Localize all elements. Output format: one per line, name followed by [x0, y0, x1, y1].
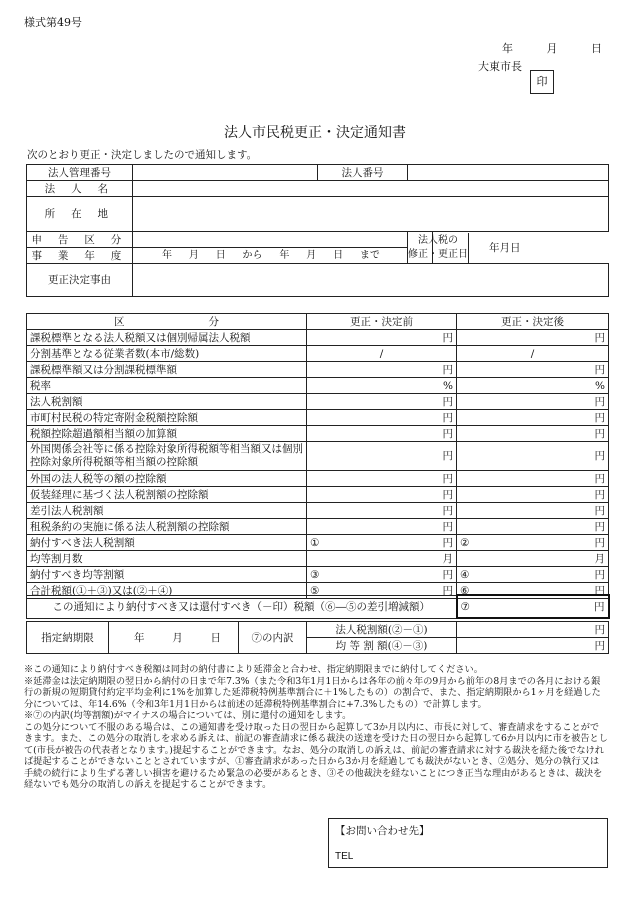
- row-value-before[interactable]: [307, 330, 457, 346]
- row-unit: 円: [442, 472, 453, 485]
- row-unit: 円: [594, 536, 605, 549]
- note-item: この処分について不服のある場合は、この通知書を受け取った日の翌日から起算して3か月以内に、市長に対して、審査請求をすることができます。また、この処分の取消しを求める訴えは、前記の審査請求に係る裁決の送達を受けた日の翌日から起算して6か月以内に市を被告として(市長が被告の代表者となります。)提起することができます。なお、処分の取消しの訴えは、前記の審査請求に対する裁決を経た後でなければ提起することができないこととされていますが、①審査請求があった日から3か月を経過しても裁決がないとき、②処分、処分の執行又は手続の続行により生ずる著しい損害を避けるため緊急の必要があるとき、③その他裁決を経ないことにつき正当な理由があるときは、裁決を経ないでも処分の取消しの訴えを提起することができます。: [24, 721, 608, 790]
- row-unit: 円: [594, 504, 605, 517]
- table-row: [27, 378, 609, 394]
- row-unit: 円: [442, 488, 453, 501]
- deadline-table: [26, 621, 609, 654]
- row-marker: ①: [310, 536, 320, 549]
- table-row: [27, 442, 609, 471]
- row-label: 課税標準額又は分割課税標準額: [27, 362, 307, 378]
- table-row: [27, 519, 609, 535]
- row-marker: ②: [460, 536, 470, 549]
- row-label: 差引法人税割額: [27, 503, 307, 519]
- row-value-after[interactable]: [457, 330, 609, 346]
- row-value-before[interactable]: [307, 535, 457, 551]
- reason-label: 更正決定事由: [27, 264, 133, 297]
- revision-date-cell: [408, 232, 521, 264]
- col-before: 更正・決定前: [307, 314, 457, 330]
- reason-value[interactable]: [133, 264, 609, 297]
- form-number: 様式第49号: [24, 16, 82, 29]
- deadline-date[interactable]: 年 月 日: [109, 622, 239, 654]
- row-unit: 円: [442, 427, 453, 440]
- corp-mgmt-no-label: 法人管理番号: [27, 165, 133, 181]
- row-value-after[interactable]: [457, 394, 609, 410]
- row-value-before[interactable]: [307, 426, 457, 442]
- row-unit: 円: [594, 488, 605, 501]
- row-unit: 円: [442, 584, 453, 597]
- row-unit: 円: [594, 568, 605, 581]
- address-value[interactable]: [133, 197, 609, 232]
- row-value-before[interactable]: [307, 567, 457, 583]
- row-value-after[interactable]: [457, 426, 609, 442]
- breakdown-per-capita-value[interactable]: 円: [457, 638, 609, 654]
- row-label: 納付すべき均等割額: [27, 567, 307, 583]
- breakdown-label: ⑦の内訳: [239, 622, 307, 654]
- row-value-before[interactable]: [307, 551, 457, 567]
- table-row: [27, 362, 609, 378]
- row-label: 市町村民税の特定寄附金税額控除額: [27, 410, 307, 426]
- row-value-before[interactable]: [307, 487, 457, 503]
- table-row: [27, 394, 609, 410]
- row-value-before[interactable]: [307, 378, 457, 394]
- row-unit: 円: [442, 536, 453, 549]
- row-unit: 円: [442, 331, 453, 344]
- balance-value[interactable]: ⑦ 円: [457, 595, 609, 618]
- revision-date-label: 法人税の 修正・更正日: [408, 233, 469, 263]
- row-unit: 円: [442, 504, 453, 517]
- notes-section: [24, 664, 608, 791]
- row-value-before[interactable]: [307, 394, 457, 410]
- row-unit: 円: [594, 331, 605, 344]
- address-label: 所 在 地: [27, 197, 133, 232]
- row-unit: 円: [442, 568, 453, 581]
- table-row: [27, 503, 609, 519]
- table-row: [27, 346, 609, 362]
- row-label: 合計税額(①＋③)又は(②＋④): [27, 583, 307, 599]
- row-value-before[interactable]: [307, 362, 457, 378]
- row-unit: 円: [442, 395, 453, 408]
- issuer-name: 大東市長: [478, 60, 522, 73]
- row-value-before[interactable]: [307, 346, 457, 362]
- row-unit: 円: [442, 450, 453, 462]
- row-unit: /: [379, 347, 384, 360]
- tax-amount-table: [26, 313, 609, 599]
- fiscal-year-label: 事 業 年 度: [27, 248, 133, 264]
- row-unit: 円: [594, 450, 605, 462]
- corporation-info-table: [26, 164, 609, 297]
- row-value-after[interactable]: [457, 346, 609, 362]
- contact-box: [328, 818, 608, 868]
- row-label: 税額控除超過額相当額の加算額: [27, 426, 307, 442]
- row-marker: ⑤: [310, 584, 320, 597]
- table-row: [27, 567, 609, 583]
- row-value-before[interactable]: [307, 442, 457, 471]
- row-unit: 円: [594, 584, 605, 597]
- row-unit: %: [443, 379, 453, 392]
- row-marker: ⑥: [460, 584, 470, 597]
- table-row: [27, 330, 609, 346]
- fiscal-year-value[interactable]: 年 月 日 から 年 月 日 まで: [133, 248, 408, 264]
- table-row: [27, 471, 609, 487]
- row-value-after[interactable]: [457, 471, 609, 487]
- intro-text: 次のとおり更正・決定しましたので通知します。: [27, 149, 258, 161]
- row-value-after[interactable]: [457, 503, 609, 519]
- row-marker: ④: [460, 568, 470, 581]
- row-unit: 円: [594, 427, 605, 440]
- note-item: ※この通知により納付すべき税額は同封の納付書により延滞金と合わせ、指定納期限までに納付してください。: [24, 664, 483, 675]
- row-label: 租税条約の実施に係る法人税割額の控除額: [27, 519, 307, 535]
- row-unit: 円: [594, 411, 605, 424]
- row-value-after[interactable]: [457, 519, 609, 535]
- row-unit: 円: [594, 363, 605, 376]
- row-label: 税率: [27, 378, 307, 394]
- row-unit: 月: [442, 552, 453, 565]
- revision-date-value[interactable]: 年 月 日: [489, 241, 521, 254]
- table-row: [27, 535, 609, 551]
- col-category: 区 分: [27, 314, 307, 330]
- row-value-before[interactable]: [307, 503, 457, 519]
- seal-box: 印: [530, 70, 554, 94]
- row-value-before[interactable]: [307, 471, 457, 487]
- row-value-after[interactable]: [457, 551, 609, 567]
- row-value-after[interactable]: [457, 378, 609, 394]
- corp-mgmt-no-value[interactable]: [133, 165, 318, 181]
- row-unit: 円: [442, 363, 453, 376]
- contact-tel: TEL: [335, 851, 354, 862]
- table-row: [27, 426, 609, 442]
- row-value-after[interactable]: [457, 567, 609, 583]
- deadline-label: 指定納期限: [27, 622, 109, 654]
- breakdown-corp-tax-label: 法人税割額(②－①): [307, 622, 457, 638]
- row-value-after[interactable]: [457, 487, 609, 503]
- row-value-after[interactable]: [457, 410, 609, 426]
- row-unit: 円: [442, 520, 453, 533]
- row-unit: 円: [442, 411, 453, 424]
- row-label: 仮装経理に基づく法人税割額の控除額: [27, 487, 307, 503]
- row-label: 外国の法人税等の額の控除額: [27, 471, 307, 487]
- row-unit: %: [595, 379, 605, 392]
- corp-no-value[interactable]: [408, 165, 609, 181]
- row-unit: 円: [594, 520, 605, 533]
- corp-no-label: 法人番号: [318, 165, 408, 181]
- row-label: 法人税割額: [27, 394, 307, 410]
- note-item: ※延滞金は法定納期限の翌日から納付の日まで年7.3%（また令和3年1月1日からは各年の前々年の9月から前年の8月までの各月における銀行の新規の短期貸付約定平均金利に1%を加算した延滞税特例基準割合に＋1%したもの）の割合で、また、指定納期限から1ヶ月を経過した分については、年14.6%（令和3年1月1日からは前述の延滞税特例基準割合に+7.3%したもの）で計算します。: [24, 675, 601, 710]
- row-value-after[interactable]: [457, 535, 609, 551]
- page-title: 法人市民税更正・決定通知書: [224, 125, 406, 141]
- issue-date: 年 月 日: [502, 42, 602, 55]
- row-unit: /: [530, 347, 535, 360]
- filing-type-label: 申 告 区 分: [27, 232, 133, 248]
- table-row: [27, 410, 609, 426]
- row-label: 納付すべき法人税割額: [27, 535, 307, 551]
- row-marker: ③: [310, 568, 320, 581]
- note-item: ※⑦の内訳(均等割額)がマイナスの場合については、別に還付の通知をします。: [24, 710, 352, 721]
- contact-heading: 【お問い合わせ先】: [335, 825, 430, 837]
- col-after: 更正・決定後: [457, 314, 609, 330]
- breakdown-corp-tax-value[interactable]: 円: [457, 622, 609, 638]
- corp-name-label: 法 人 名: [27, 181, 133, 197]
- row-label: 課税標準となる法人税額又は個別帰属法人税額: [27, 330, 307, 346]
- corp-name-value[interactable]: [133, 181, 609, 197]
- row-value-after[interactable]: [457, 442, 609, 471]
- row-value-before[interactable]: [307, 410, 457, 426]
- row-label: 分割基準となる従業者数(本市/総数): [27, 346, 307, 362]
- balance-table: [26, 594, 610, 619]
- row-value-before[interactable]: [307, 519, 457, 535]
- table-row: [27, 487, 609, 503]
- row-value-after[interactable]: [457, 362, 609, 378]
- row-label: 外国関係会社等に係る控除対象所得税額等相当額又は個別控除対象所得税額等相当額の控除額: [27, 442, 307, 471]
- breakdown-per-capita-label: 均 等 割 額(④－③): [307, 638, 457, 654]
- row-unit: 月: [594, 552, 605, 565]
- table-row: [27, 551, 609, 567]
- row-unit: 円: [594, 472, 605, 485]
- row-label: 均等割月数: [27, 551, 307, 567]
- filing-type-value[interactable]: [133, 232, 408, 248]
- balance-label: この通知により納付すべき又は還付すべき（－印）税額（⑥―⑤の差引増減額）: [27, 595, 457, 618]
- row-unit: 円: [594, 395, 605, 408]
